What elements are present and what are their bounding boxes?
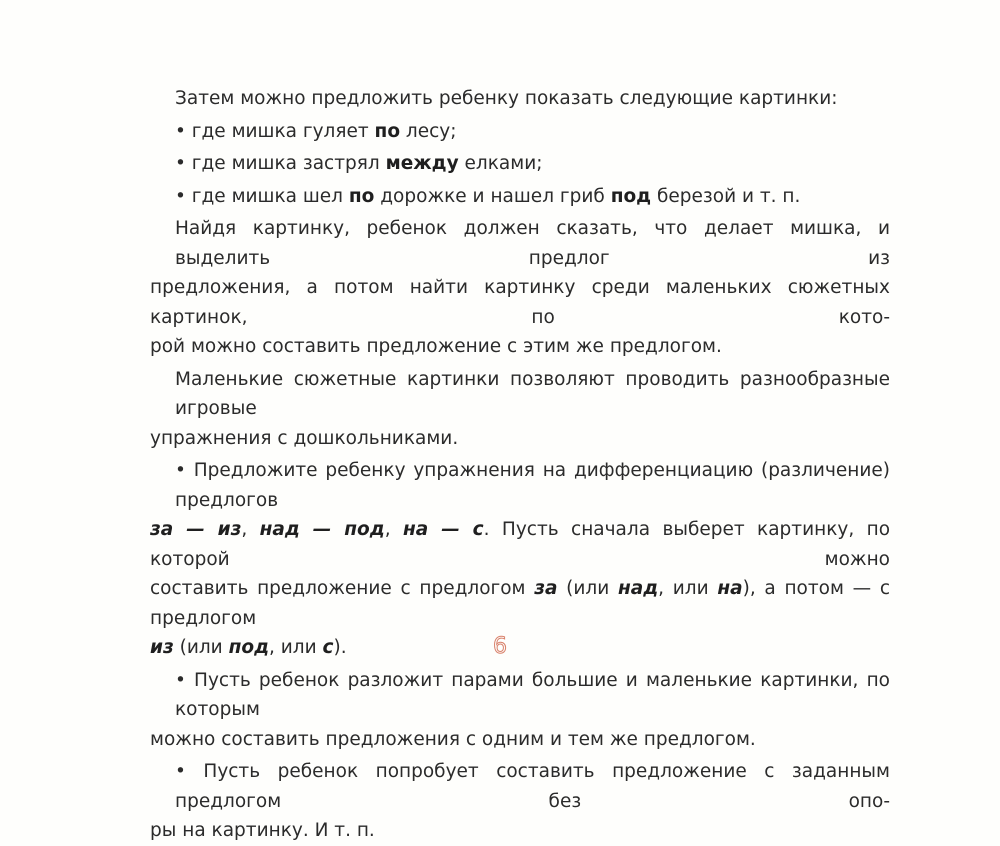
- preposition-bold: на: [717, 578, 743, 599]
- preposition-bold: по: [348, 185, 375, 207]
- preposition-bold: за: [534, 578, 558, 599]
- intro-paragraph: Затем можно предложить ребенку показать следующие картинки:: [175, 88, 838, 109]
- exercise-1-line-4: из (или под, или с).: [150, 637, 347, 658]
- paragraph-3-line-2: упражнения с дошкольниками.: [150, 427, 459, 449]
- exercise-3-line-1: • Пусть ребенок попробует составить предложение с заданным предлогом без опо-: [175, 761, 890, 812]
- bullet-item-2: • где мишка застрял между елками;: [175, 153, 543, 174]
- preposition-bold: по: [374, 120, 401, 142]
- preposition-bold: между: [385, 153, 459, 174]
- preposition-bold: под: [228, 637, 270, 658]
- paragraph-3-line-1: Маленькие сюжетные картинки позволяют проводить разнообразные игровые: [175, 368, 890, 419]
- preposition-bold: из: [150, 637, 174, 658]
- exercise-2-line-1: • Пусть ребенок разложит парами большие и маленькие картинки, по которым: [175, 669, 890, 720]
- page-number: 6: [493, 634, 507, 659]
- preposition-bold: над: [617, 578, 659, 599]
- document-body: [150, 84, 890, 846]
- exercise-1-line-2: за — из, над — под, на — с. Пусть сначала выберет картинку, по которой можно: [150, 519, 891, 570]
- preposition-pair: на — с: [402, 519, 484, 540]
- exercise-1-line-1: • Предложите ребенку упражнения на дифференциацию (различение) предлогов: [175, 460, 890, 511]
- paragraph-2-line-3: рой можно составить предложение с этим же предлогом.: [150, 336, 722, 357]
- preposition-bold: под: [610, 185, 652, 207]
- preposition-bold: с: [322, 637, 334, 658]
- preposition-pair: за — из: [150, 519, 242, 540]
- paragraph-2-line-1: Найдя картинку, ребенок должен сказать, что делает мишка, и выделить предлог из: [175, 218, 890, 269]
- bullet-item-1: • где мишка гуляет по лесу;: [175, 120, 457, 142]
- preposition-pair: над — под: [259, 519, 385, 540]
- exercise-1-line-3: составить предложение с предлогом за (или над, или на), а потом — с предлогом: [150, 578, 890, 629]
- paragraph-2-line-2: предложения, а потом найти картинку среди маленьких сюжетных картинок, по кото-: [150, 277, 890, 328]
- exercise-3-line-2: ры на картинку. И т. п.: [150, 820, 375, 841]
- exercise-2-line-2: можно составить предложения с одним и тем же предлогом.: [150, 728, 756, 750]
- bullet-item-3: • где мишка шел по дорожке и нашел гриб под березой и т. п.: [175, 185, 801, 207]
